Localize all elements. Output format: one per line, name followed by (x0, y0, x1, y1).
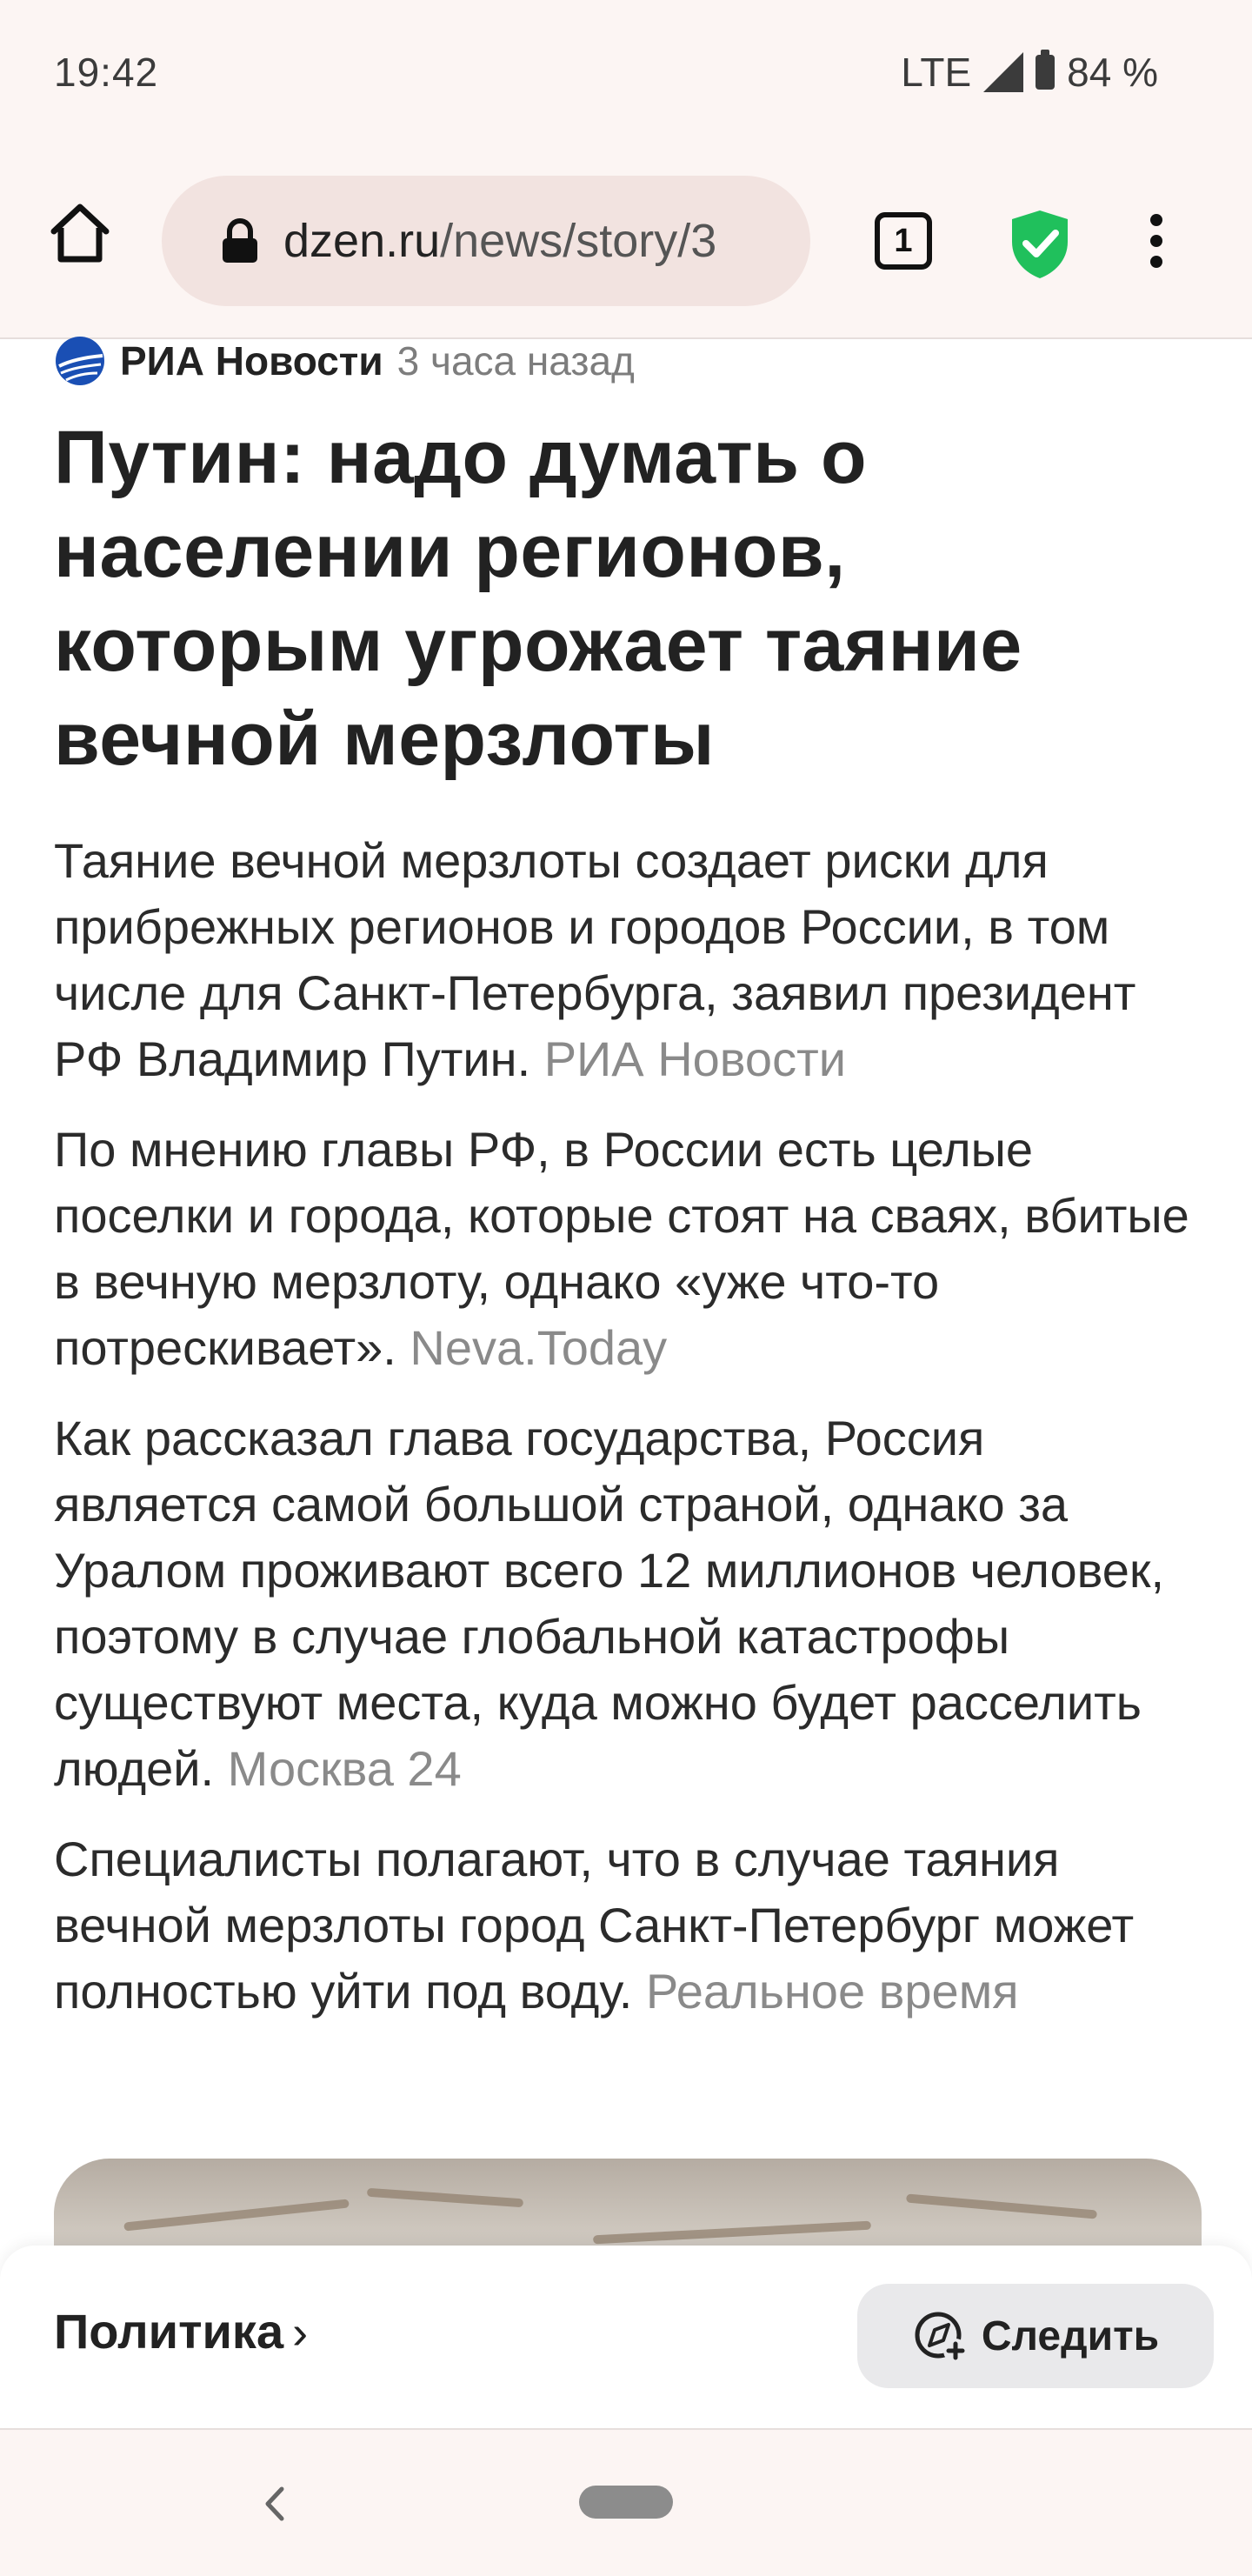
paragraph (54, 1405, 1202, 1802)
chevron-right-icon: › (292, 2306, 309, 2359)
status-bar (0, 0, 1252, 150)
status-time: 19:42 (54, 50, 159, 95)
follow-button[interactable] (857, 2284, 1214, 2388)
status-indicators (901, 49, 1158, 96)
source-time: 3 часа назад (396, 338, 635, 384)
tabs-button[interactable] (875, 212, 932, 270)
ria-logo-icon (54, 335, 106, 387)
battery-percent: 84 % (1067, 50, 1158, 95)
category-label: Политика (54, 2304, 284, 2359)
url-text (283, 214, 716, 268)
bottom-bar (0, 2246, 1252, 2428)
home-pill-handle[interactable] (579, 2486, 673, 2519)
paragraph-text: По мнению главы РФ, в России есть целые поселки и города, которые стоят на сваях, вбитые в вечную мерзлоту, однако «уже что-то потрескивает». (54, 1122, 1189, 1375)
paragraph-text: Специалисты полагают, что в случае таяния вечной мерзлоты город Санкт-Петербург может полностью уйти под воду. (54, 1832, 1135, 2019)
paragraph (54, 828, 1202, 1092)
paragraph-text: Как рассказал глава государства, Россия является самой большой страной, однако за Уралом проживают всего 12 миллионов человек, поэтому в случае глобальной катастрофы существуют места, куда можно будет расселить людей. (54, 1411, 1165, 1796)
tab-count: 1 (894, 222, 913, 259)
url-path: /news/story/3 (440, 215, 717, 267)
article (54, 330, 1202, 2025)
source-row[interactable] (54, 330, 1202, 391)
system-nav-bar (0, 2428, 1252, 2576)
paragraph (54, 1826, 1202, 2025)
address-bar[interactable] (162, 176, 810, 306)
follow-label: Следить (981, 2312, 1160, 2359)
compass-plus-icon (912, 2307, 969, 2365)
paragraph-source-link[interactable]: Москва 24 (227, 1741, 462, 1796)
paragraph-source-link[interactable]: Neva.Today (410, 1320, 668, 1375)
more-vert-icon[interactable] (1139, 207, 1174, 280)
paragraph-source-link[interactable]: Реальное время (645, 1964, 1019, 2019)
article-headline: Путин: надо думать о населении регионов, которым угрожает таяние вечной мерзлоты (54, 416, 1022, 781)
battery-icon (1036, 55, 1055, 90)
back-icon[interactable] (257, 2482, 292, 2526)
source-name: РИА Новости (120, 338, 383, 384)
signal-icon (983, 52, 1023, 92)
paragraph-text: Таяние вечной мерзлоты создает риски для прибрежных регионов и городов России, в том числе для Санкт-Петербурга, заявил президент РФ Владимир Путин. (54, 833, 1136, 1086)
paragraph (54, 1117, 1202, 1381)
home-icon[interactable] (45, 198, 115, 268)
shield-icon[interactable] (1009, 207, 1071, 280)
network-label: LTE (901, 50, 972, 95)
paragraph-source-link[interactable]: РИА Новости (543, 1031, 846, 1086)
lock-icon (219, 217, 261, 264)
url-domain: dzen.ru (283, 215, 441, 267)
browser-toolbar (0, 150, 1252, 339)
category-link[interactable] (54, 2303, 308, 2359)
